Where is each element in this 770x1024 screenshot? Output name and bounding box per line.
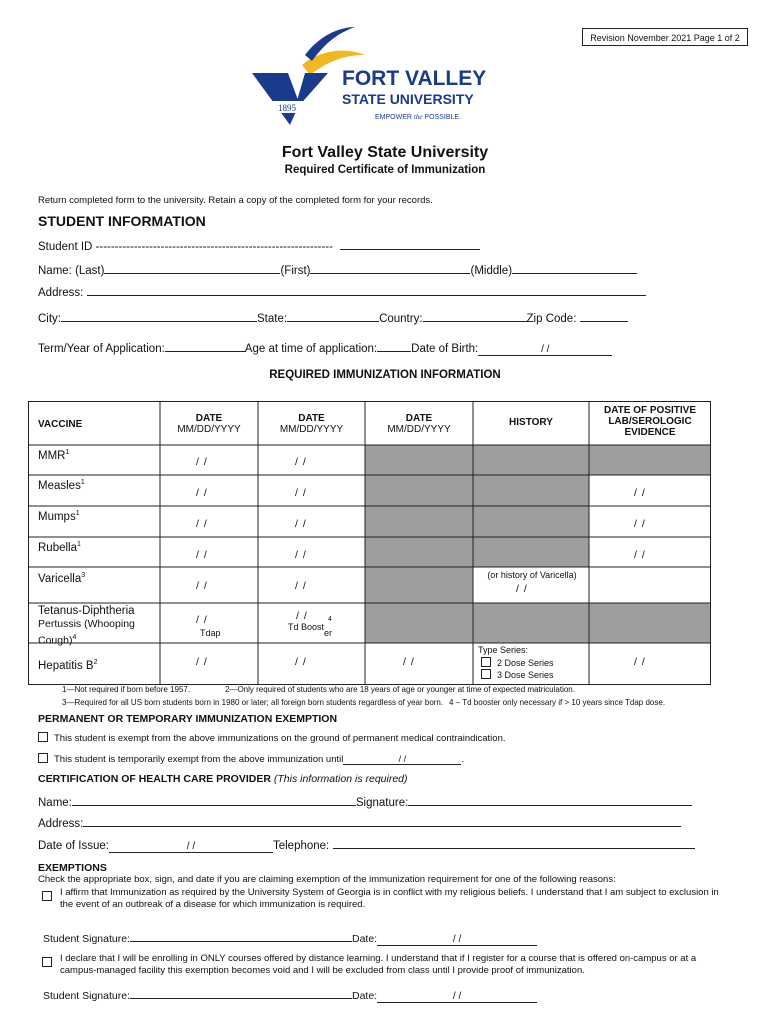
- tdap-label: Tdap: [200, 628, 221, 638]
- provider-telephone-field[interactable]: [333, 837, 695, 849]
- name-row: [38, 262, 637, 277]
- date-field[interactable]: / /: [196, 549, 208, 561]
- provider-address-field[interactable]: [83, 815, 681, 827]
- student-date-field[interactable]: / /: [377, 991, 537, 1003]
- date-field[interactable]: / /: [196, 456, 208, 468]
- footnote-4: 4 – Td booster only necessary if > 10 years since Tdap dose.: [449, 698, 666, 707]
- student-id-field[interactable]: [340, 238, 480, 250]
- temporary-exemption: This student is temporarily exempt from the above immunization until / / .: [38, 753, 464, 765]
- provider-signature-field[interactable]: [408, 794, 692, 806]
- date-field[interactable]: / /: [196, 580, 208, 592]
- city-field[interactable]: [61, 310, 257, 322]
- gray-cell-mmr-components: [365, 475, 589, 567]
- col-date2: DATE MM/DD/YYYY: [279, 413, 344, 435]
- name-last-label: Name: (Last): [38, 265, 105, 277]
- student-signature-label: Student Signature:: [43, 990, 130, 1002]
- provider-name-label: Name:: [38, 797, 72, 809]
- td-superscript: 4: [328, 616, 332, 623]
- name-last-field[interactable]: [104, 262, 280, 274]
- dob-label: Date of Birth:: [411, 343, 479, 355]
- provider-address-label: Address:: [38, 818, 84, 830]
- term-field[interactable]: [165, 340, 245, 352]
- revision-box: Revision November 2021 Page 1 of 2: [582, 28, 748, 46]
- permanent-exemption: This student is exempt from the above immunizations on the ground of permanent medical contraindication.: [38, 732, 506, 744]
- date-field[interactable]: / /: [295, 487, 307, 499]
- logo-line2: STATE UNIVERSITY: [342, 91, 474, 107]
- term-label: Term/Year of Application:: [38, 343, 165, 355]
- provider-date-label: Date of Issue:: [38, 840, 109, 852]
- vaccine-measles: Measles$^1$: [38, 479, 85, 492]
- provider-signature-label: Signature:: [355, 797, 409, 809]
- date-field[interactable]: / /: [295, 456, 307, 468]
- country-field[interactable]: [423, 310, 527, 322]
- hep-2dose-checkbox[interactable]: [481, 657, 491, 667]
- td-booster-label: Td Booster: [288, 622, 333, 638]
- date-field[interactable]: / /: [196, 656, 208, 668]
- student-date-label: Date:: [351, 990, 378, 1002]
- varicella-history: (or history of Varicella): [487, 570, 577, 580]
- exemption-heading: PERMANENT OR TEMPORARY IMMUNIZATION EXEMPTION: [38, 713, 338, 725]
- col-evidence: DATE OF POSITIVE LAB/SEROLOGIC EVIDENCE: [603, 405, 697, 438]
- distance-signature-row: [43, 987, 537, 1003]
- name-middle-label: (Middle): [470, 265, 513, 277]
- name-first-label: (First): [280, 265, 311, 277]
- city-label: City:: [38, 313, 61, 325]
- vaccine-hepb: Hepatitis $B^2$: [38, 659, 98, 672]
- date-field[interactable]: / /: [403, 656, 415, 668]
- provider-address-row: [38, 815, 681, 830]
- logo-tagline: EMPOWER the POSSIBLE.: [375, 113, 461, 121]
- zip-label: Zip Code:: [526, 313, 577, 325]
- gray-cell-tdap: [365, 603, 711, 643]
- logo-v-left: [252, 73, 298, 125]
- page-subtitle: Required Certificate of Immunization: [284, 164, 486, 176]
- temporary-exemption-checkbox[interactable]: [38, 753, 48, 763]
- student-signature-field[interactable]: [130, 930, 352, 942]
- state-field[interactable]: [287, 310, 379, 322]
- page-title: Fort Valley State University: [281, 144, 489, 161]
- footnote-3: 3—Required for all US born students born in 1980 or later; all foreign born students regardless of year born.: [62, 698, 444, 707]
- vaccine-rubella: Rubella$^1$: [38, 541, 81, 554]
- date-field[interactable]: / /: [295, 518, 307, 530]
- student-id-row: [38, 238, 480, 253]
- date-field[interactable]: / /: [196, 487, 208, 499]
- hep-type-series: Type Series: 2 Dose Series 3 Dose Series: [478, 645, 554, 680]
- provider-name-field[interactable]: [72, 794, 356, 806]
- student-signature-field[interactable]: [130, 987, 352, 999]
- dob-field[interactable]: / /: [478, 344, 612, 356]
- footnote-2: 2—Only required of students who are 18 years of age or younger at time of expected matriculation.: [225, 685, 575, 694]
- vaccine-mmr: MMR$^1$: [38, 449, 70, 462]
- exemptions-intro: Check the appropriate box, sign, and date if you are claiming exemption of the immunization requirement for one of the following reasons:: [38, 874, 616, 885]
- city-row: [38, 310, 628, 325]
- provider-date-row: [38, 837, 695, 853]
- student-info-heading: STUDENT INFORMATION: [38, 213, 206, 229]
- date-field[interactable]: / /: [295, 580, 307, 592]
- logo-year: 1895: [278, 103, 296, 113]
- religious-exemption-text: I affirm that Immunization as required by the University System of Georgia is in conflict with my religious beliefs. I understand that I am subject to exclusion in the event of an outbreak of a disease for which immunization is required.: [60, 887, 719, 910]
- temporary-exemption-date[interactable]: / /: [343, 754, 461, 765]
- date-field[interactable]: / /: [196, 614, 208, 626]
- col-history: HISTORY: [509, 417, 553, 428]
- provider-name-row: [38, 794, 692, 809]
- evidence-date-field[interactable]: / /: [634, 549, 646, 561]
- date-field[interactable]: / /: [295, 656, 307, 668]
- religious-signature-row: [43, 930, 537, 946]
- university-logo: [250, 25, 520, 135]
- evidence-date-field[interactable]: / /: [634, 487, 646, 499]
- col-date1: DATE MM/DD/YYYY: [177, 413, 241, 435]
- col-date3: DATE MM/DD/YYYY: [387, 413, 451, 435]
- provider-heading: CERTIFICATION OF HEALTH CARE PROVIDER (This information is required): [38, 773, 408, 785]
- varicella-history-date[interactable]: / /: [516, 583, 528, 595]
- col-vaccine: VACCINE: [38, 419, 83, 430]
- student-signature-label: Student Signature:: [43, 933, 130, 945]
- religious-exemption-checkbox[interactable]: [42, 891, 52, 901]
- name-middle-field[interactable]: [512, 262, 637, 274]
- evidence-date-field[interactable]: / /: [634, 656, 646, 668]
- gray-cell-varicella: [365, 567, 473, 603]
- country-label: Country:: [379, 313, 423, 325]
- term-row: [38, 340, 612, 356]
- exemptions-heading: EXEMPTIONS: [38, 862, 107, 874]
- age-field[interactable]: [377, 340, 411, 352]
- zip-field[interactable]: [580, 310, 628, 322]
- immunization-heading: REQUIRED IMMUNIZATION INFORMATION: [269, 369, 501, 381]
- vaccine-tdap: Tetanus-Diphtheria Pertussis (Whooping Cough)$^4$: [38, 605, 135, 647]
- gray-cell-mmr: [365, 445, 711, 475]
- date-field[interactable]: / /: [196, 518, 208, 530]
- address-field[interactable]: [87, 284, 646, 296]
- vaccine-varicella: Varicella$^3$: [38, 572, 86, 585]
- age-label: Age at time of application:: [244, 343, 378, 355]
- vaccine-mumps: Mumps$^1$: [38, 510, 80, 523]
- distance-exemption-checkbox[interactable]: [42, 957, 52, 967]
- student-id-label: Student ID --------------------------------------------------------------: [38, 241, 333, 253]
- permanent-exemption-checkbox[interactable]: [38, 732, 48, 742]
- footnote-1: 1—Not required if born before 1957.: [62, 685, 191, 694]
- student-date-label: Date:: [351, 933, 378, 945]
- distance-exemption-text: I declare that I will be enrolling in ONLY courses offered by distance learning. I understand that if I register for a course that is offered on-campus or at a campus-managed facility this exemption becomes void and I will be excluded from class until I provide proof of immunization.: [60, 953, 697, 976]
- hep-3dose-checkbox[interactable]: [481, 669, 491, 679]
- date-field[interactable]: / /: [295, 549, 307, 561]
- provider-telephone-label: Telephone:: [272, 840, 330, 852]
- hep-type-label: Type Series:: [478, 645, 529, 655]
- address-row: [38, 284, 646, 299]
- logo-line1: FORT VALLEY: [342, 67, 487, 90]
- date-field[interactable]: / /: [296, 610, 308, 622]
- name-first-field[interactable]: [310, 262, 470, 274]
- provider-date-field[interactable]: / /: [109, 841, 273, 853]
- evidence-date-field[interactable]: / /: [634, 518, 646, 530]
- address-label: Address:: [38, 287, 84, 299]
- student-date-field[interactable]: / /: [377, 934, 537, 946]
- instructions: Return completed form to the university. Retain a copy of the completed form for your records.: [38, 195, 433, 206]
- state-label: State:: [257, 313, 288, 325]
